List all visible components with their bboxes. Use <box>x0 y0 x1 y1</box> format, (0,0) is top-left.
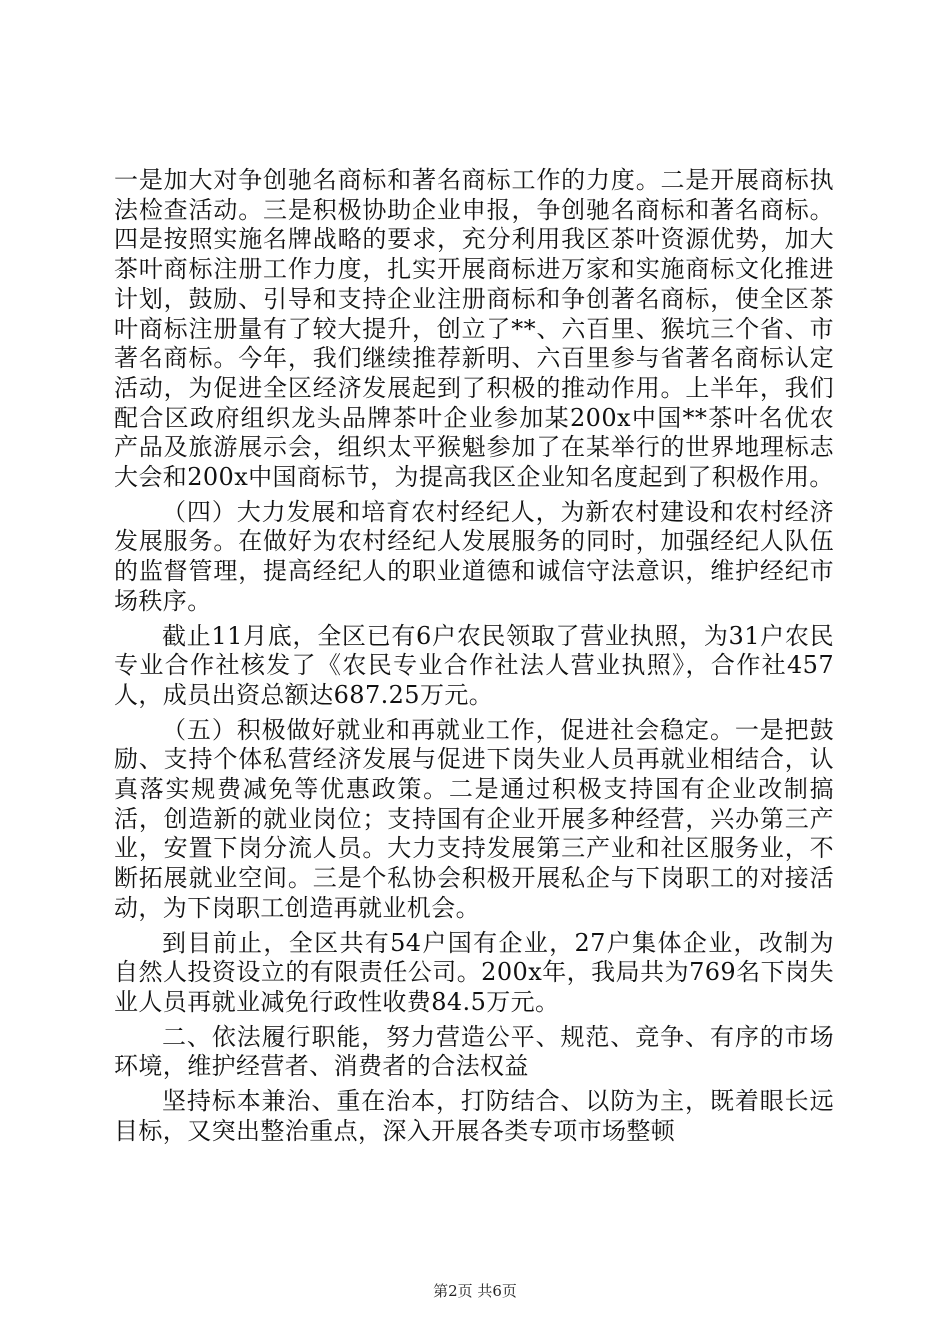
paragraph-enterprise-reform: 到目前止，全区共有54户国有企业，27户集体企业，改制为自然人投资设立的有限责任公司。200x年，我局共为769名下岗失业人员再就业减免行政性收费84.5万元。 <box>114 928 834 1016</box>
page-footer: 第2页 共6页 <box>433 1282 517 1300</box>
paragraph-rural-brokers: （四）大力发展和培育农村经纪人，为新农村建设和农村经济发展服务。在做好为农村经纪人发展服务的同时，加强经纪人队伍的监督管理，提高经纪人的职业道德和诚信守法意识，维护经纪市场秩序。 <box>114 497 834 615</box>
paragraph-trademark: 一是加大对争创驰名商标和著名商标工作的力度。二是开展商标执法检查活动。三是积极协助企业申报，争创驰名商标和著名商标。四是按照实施名牌战略的要求，充分利用我区茶叶资源优势，加大茶叶商标注册工作力度，扎实开展商标进万家和实施商标文化推进计划，鼓励、引导和支持企业注册商标和争创著名商标，使全区茶叶商标注册量有了较大提升，创立了**、六百里、猴坑三个省、市著名商标。今年，我们继续推荐新明、六百里参与省著名商标认定活动，为促进全区经济发展起到了积极的推动作用。上半年，我们配合区政府组织龙头品牌茶叶企业参加某200x中国**茶叶名优农产品及旅游展示会，组织太平猴魁参加了在某举行的世界地理标志大会和200x中国商标节，为提高我区企业知名度起到了积极作用。 <box>114 166 834 492</box>
document-body <box>114 166 834 1147</box>
paragraph-cooperatives: 截止11月底，全区已有6户农民领取了营业执照，为31户农民专业合作社核发了《农民专业合作社法人营业执照》，合作社457人，成员出资总额达687.25万元。 <box>114 621 834 709</box>
section-heading-market-environment: 二、依法履行职能，努力营造公平、规范、竞争、有序的市场环境，维护经营者、消费者的合法权益 <box>114 1022 834 1081</box>
paragraph-employment: （五）积极做好就业和再就业工作，促进社会稳定。一是把鼓励、支持个体私营经济发展与促进下岗失业人员再就业相结合，认真落实规费减免等优惠政策。二是通过积极支持国有企业改制搞活，创造新的就业岗位；支持国有企业开展多种经营，兴办第三产业，安置下岗分流人员。大力支持发展第三产业和社区服务业，不断拓展就业空间。三是个私协会积极开展私企与下岗职工的对接活动，为下岗职工创造再就业机会。 <box>114 715 834 922</box>
paragraph-market-rectification: 坚持标本兼治、重在治本，打防结合、以防为主，既着眼长远目标，又突出整治重点，深入开展各类专项市场整顿 <box>114 1087 834 1145</box>
